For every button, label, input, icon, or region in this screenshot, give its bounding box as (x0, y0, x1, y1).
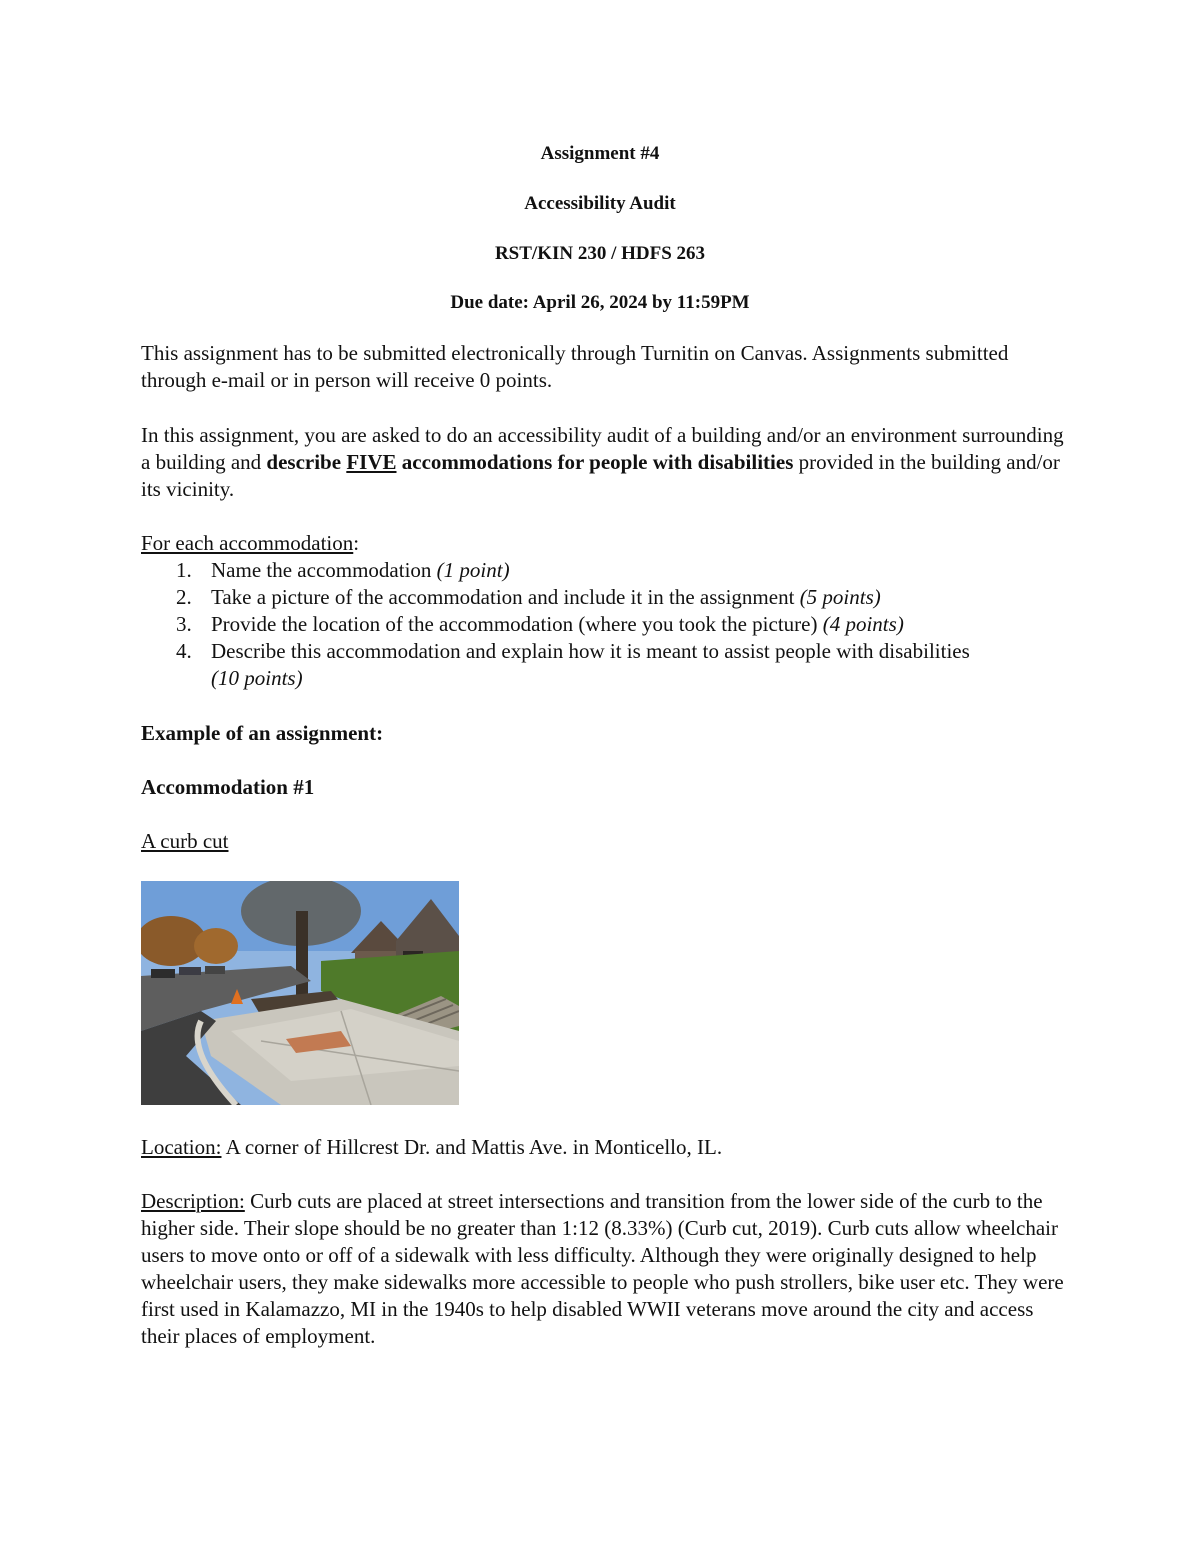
list-text: Name the accommodation (211, 558, 437, 582)
task-text-start: In this assignment, you are asked to do an accessibility audit of a building and/or an environment surrounding a building and (141, 423, 1064, 474)
description-label: Description: (141, 1189, 245, 1213)
task-bold-five: FIVE (346, 450, 397, 474)
description-text: Curb cuts are placed at street intersections and transition from the lower side of the curb to the higher side. Their slope should be no greater than 1:12 (8.33%) (Curb cut, 2019). Curb cuts allow wheelchair users to move onto or off of a sidewalk with less difficulty. Although they were originally designed to help wheelchair users, they make sidewalks more accessible to people who push strollers, bike user etc. They were first used in Kalamazzo, MI in the 1940s to help disabled WWII veterans move around the city and access their places of employment. (141, 1189, 1064, 1348)
intro-paragraph: This assignment has to be submitted electronically through Turnitin on Canvas. Assignments submitted through e-mail or in person will receive 0 points. (141, 341, 1009, 392)
list-points: (5 points) (799, 585, 881, 609)
list-number: 3. (176, 612, 192, 636)
requirements-label-text: For each accommodation (141, 531, 354, 555)
list-points: (4 points) (822, 612, 904, 636)
example-heading: Example of an assignment: (141, 721, 384, 745)
requirements-label (141, 530, 1071, 557)
list-item (141, 557, 1071, 584)
list-text: Describe this accommodation and explain how it is meant to assist people with disabilities (211, 639, 970, 663)
list-item (141, 638, 991, 692)
course-code: RST/KIN 230 / HDFS 263 (494, 243, 706, 264)
accommodation-name: A curb cut (141, 829, 229, 853)
task-paragraph (141, 422, 1071, 503)
description-paragraph (141, 1188, 1066, 1350)
list-text: Take a picture of the accommodation and include it in the assignment (211, 585, 800, 609)
requirements-label-colon: : (353, 531, 360, 555)
requirements-block (141, 530, 1071, 692)
list-text: Provide the location of the accommodation (where you took the picture) (211, 612, 823, 636)
assignment-number: Assignment #4 (540, 143, 660, 164)
list-number: 2. (176, 585, 192, 609)
accommodation-heading: Accommodation #1 (141, 775, 315, 799)
due-date: Due date: April 26, 2024 by 11:59PM (450, 292, 750, 313)
list-number: 4. (176, 639, 192, 663)
task-bold-accommodations: accommodations for people with disabilities (396, 450, 794, 474)
location-text: A corner of Hillcrest Dr. and Mattis Ave. in Monticello, IL. (221, 1135, 723, 1159)
list-points: (1 point) (436, 558, 510, 582)
location-label: Location: (141, 1135, 222, 1159)
task-text-end: provided in the building and/or its vicinity. (141, 450, 1060, 501)
curb-cut-photo (141, 881, 459, 1105)
list-item (141, 584, 1071, 611)
list-item (141, 611, 1071, 638)
location-paragraph (141, 1134, 1071, 1161)
task-bold-describe: describe (266, 450, 347, 474)
list-number: 1. (176, 558, 192, 582)
list-points: (10 points) (211, 666, 303, 690)
assignment-title: Accessibility Audit (524, 193, 676, 214)
requirements-list (141, 557, 1071, 692)
